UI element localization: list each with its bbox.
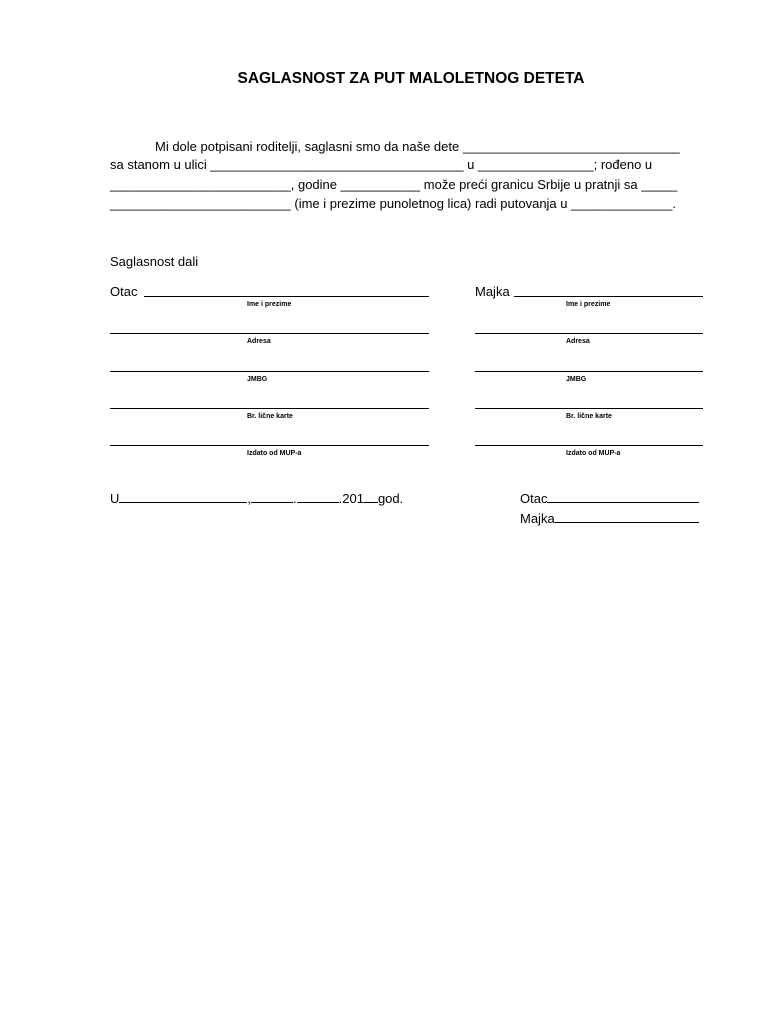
year-blank[interactable]	[364, 490, 378, 503]
paragraph-line-4: _________________________ (ime i prezime punoletnog lica) radi putovanja u ______________.	[110, 196, 676, 211]
mother-field-address-label: Adresa	[566, 338, 590, 345]
mother-field-id-card-label: Br. lične karte	[566, 413, 612, 420]
father-signature	[520, 490, 699, 506]
father-issued-by-line[interactable]	[110, 445, 429, 446]
mother-signature	[520, 510, 699, 526]
father-field-issued-by-label: Izdato od MUP-a	[247, 450, 302, 457]
day-blank[interactable]	[251, 490, 293, 503]
father-field-address-label: Adresa	[247, 338, 271, 345]
mother-name-line[interactable]	[514, 296, 703, 297]
father-name-line[interactable]	[144, 296, 429, 297]
father-field-jmbg-label: JMBG	[247, 376, 268, 383]
mother-address-line[interactable]	[475, 333, 703, 334]
father-jmbg-line[interactable]	[110, 371, 429, 372]
father-signature-label: Otac	[520, 491, 548, 506]
year-prefix: .201	[338, 491, 364, 506]
father-id-card-line[interactable]	[110, 408, 429, 409]
consent-given-heading: Saglasnost dali	[110, 254, 199, 269]
place-blank[interactable]	[119, 490, 247, 503]
paragraph-line-3: _________________________, godine ___________ može preći granicu Srbije u pratnji sa _____	[110, 177, 678, 192]
mother-signature-line[interactable]	[555, 510, 699, 523]
father-field-name-label: Ime i prezime	[247, 301, 292, 308]
mother-field-issued-by-label: Izdato od MUP-a	[566, 450, 621, 457]
mother-id-card-line[interactable]	[475, 408, 703, 409]
mother-field-name-label: Ime i prezime	[566, 301, 611, 308]
mother-issued-by-line[interactable]	[475, 445, 703, 446]
mother-jmbg-line[interactable]	[475, 371, 703, 372]
document-title: SAGLASNOST ZA PUT MALOLETNOG DETETA	[237, 70, 585, 87]
father-label: Otac	[110, 284, 138, 299]
place-prefix: U	[110, 491, 120, 506]
father-signature-line[interactable]	[547, 490, 699, 503]
father-field-id-card-label: Br. lične karte	[247, 413, 293, 420]
month-blank[interactable]	[297, 490, 339, 503]
father-address-line[interactable]	[110, 333, 429, 334]
paragraph-line-2: sa stanom u ulici ___________________________________ u ________________; rođeno u	[110, 157, 653, 172]
place-date-line: U , . .201 god.	[110, 491, 404, 506]
mother-field-jmbg-label: JMBG	[566, 376, 587, 383]
paragraph-line-1: Mi dole potpisani roditelji, saglasni smo da naše dete ______________________________	[155, 139, 680, 154]
year-suffix: god.	[377, 491, 404, 506]
mother-signature-label: Majka	[520, 511, 555, 526]
mother-label: Majka	[475, 284, 510, 299]
